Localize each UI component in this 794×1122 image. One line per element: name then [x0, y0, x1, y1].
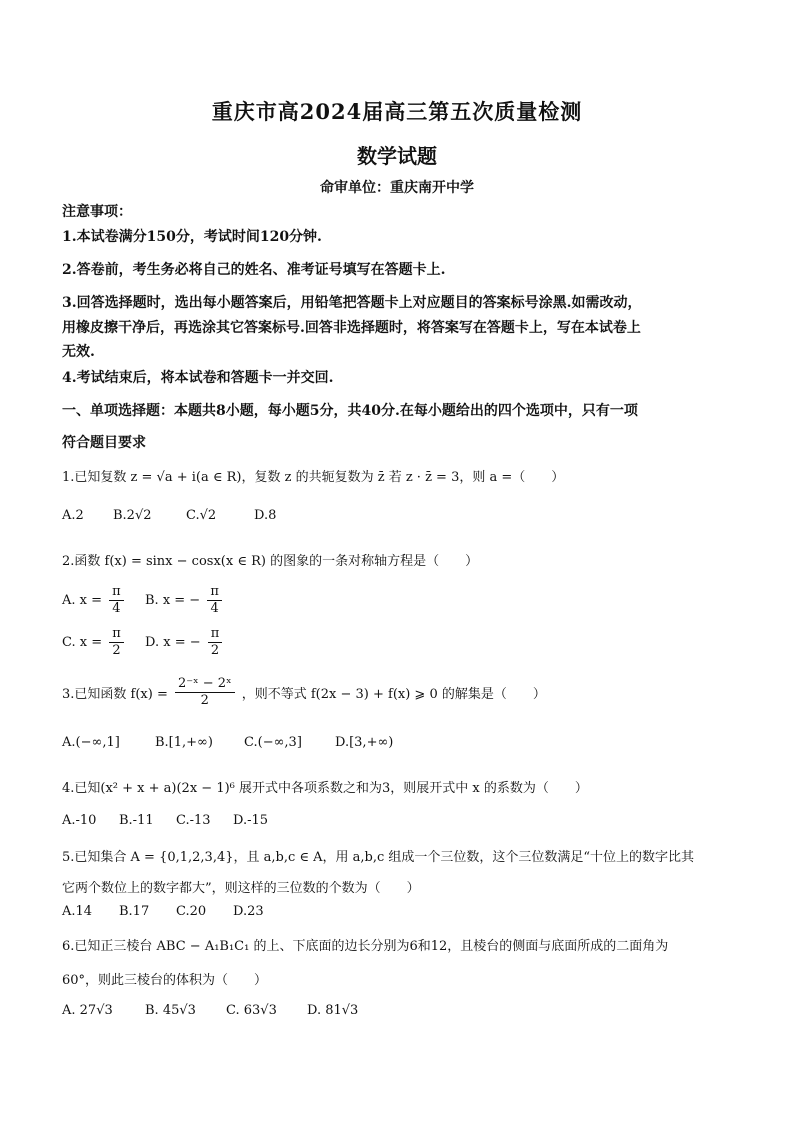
- q3-option-a: A.(−∞,1]: [62, 735, 120, 750]
- q2-option-b: [145, 584, 225, 617]
- q2-option-c: [62, 626, 127, 659]
- q3-option-d: D.[3,+∞): [335, 735, 394, 750]
- q1-option-c: C.√2: [186, 508, 217, 523]
- fraction-numerator: π: [207, 584, 222, 601]
- q6-option-b: B. 45√3: [145, 1003, 196, 1018]
- question-1-stem: 1.已知复数 z = √a + i(a ∈ R)，复数 z 的共轭复数为 z̄ 若 z · z̄ = 3，则 a =（ ）: [62, 470, 565, 485]
- q6-option-c: C. 63√3: [226, 1003, 277, 1018]
- q2-option-a: [62, 584, 127, 617]
- question-4-stem: 4.已知(x² + x + a)(2x − 1)⁶ 展开式中各项系数之和为3，则展开式中 x 的系数为（ ）: [62, 781, 588, 796]
- notice-item: 无效.: [62, 344, 95, 360]
- q1-option-b: B.2√2: [113, 508, 152, 523]
- q3-option-c: C.(−∞,3]: [244, 735, 302, 750]
- question-5-stem-cont: 它两个数位上的数字都大”，则这样的三位数的个数为（ ）: [62, 881, 420, 896]
- exam-subtitle: 数学试题: [357, 144, 437, 168]
- notice-item: 用橡皮擦干净后，再选涂其它答案标号.回答非选择题时，将答案写在答题卡上，写在本试卷上: [62, 320, 641, 336]
- q3-stem-pre: 3.已知函数 f(x) =: [62, 687, 168, 702]
- question-5-stem: 5.已知集合 A = {0,1,2,3,4}，且 a,b,c ∈ A，用 a,b,c 组成一个三位数，这个三位数满足“十位上的数字比其: [62, 850, 695, 865]
- notice-item: 2.答卷前，考生务必将自己的姓名、准考证号填写在答题卡上.: [62, 262, 446, 278]
- question-6-stem: 6.已知正三棱台 ABC − A₁B₁C₁ 的上、下底面的边长分别为6和12，且棱台的侧面与底面所成的二面角为: [62, 939, 669, 954]
- q3-stem-post: ，则不等式 f(2x − 3) + f(x) ⩾ 0 的解集是（ ）: [241, 687, 546, 702]
- fraction-denominator: 4: [112, 601, 121, 616]
- fraction-denominator: 2: [112, 643, 121, 658]
- question-3-stem: [62, 676, 546, 709]
- q4-option-a: A.-10: [62, 813, 97, 828]
- q4-option-c: C.-13: [176, 813, 211, 828]
- question-6-stem-cont: 60°，则此三棱台的体积为（ ）: [62, 973, 268, 988]
- notice-item: 4.考试结束后，将本试卷和答题卡一并交回.: [62, 370, 334, 386]
- notice-item: 1.本试卷满分150分，考试时间120分钟.: [62, 229, 322, 245]
- fraction-numerator: π: [109, 626, 124, 643]
- section-heading-cont: 符合题目要求: [62, 435, 146, 451]
- q4-option-d: D.-15: [233, 813, 269, 828]
- q2-option-d: [145, 626, 225, 659]
- q4-option-b: B.-11: [119, 813, 154, 828]
- q5-option-d: D.23: [233, 904, 264, 919]
- q5-option-a: A.14: [62, 904, 93, 919]
- q1-option-d: D.8: [254, 508, 277, 523]
- q2-option-b-label: B. x = −: [145, 593, 201, 608]
- q3-function-fraction: [175, 676, 235, 709]
- q6-option-d: D. 81√3: [307, 1003, 359, 1018]
- fraction-numerator: π: [109, 584, 124, 601]
- exam-title: 重庆市高2024届高三第五次质量检测: [211, 99, 583, 124]
- fraction-numerator: π: [208, 626, 223, 643]
- fraction-numerator: 2⁻ˣ − 2ˣ: [175, 676, 235, 693]
- q6-option-a: A. 27√3: [62, 1003, 113, 1018]
- q3-option-b: B.[1,+∞): [155, 735, 213, 750]
- q2-option-a-fraction: [109, 584, 124, 617]
- q2-option-d-label: D. x = −: [145, 635, 201, 650]
- q2-option-c-fraction: [109, 626, 124, 659]
- q2-option-a-label: A. x =: [62, 593, 103, 608]
- fraction-denominator: 2: [210, 643, 220, 658]
- q1-option-a: A.2: [62, 508, 84, 523]
- notice-item: 3.回答选择题时，选出每小题答案后，用铅笔把答题卡上对应题目的答案标号涂黑.如需改动，: [62, 295, 642, 311]
- q5-option-b: B.17: [119, 904, 150, 919]
- notice-heading: 注意事项：: [62, 204, 132, 220]
- question-2-stem: 2.函数 f(x) = sinx − cosx(x ∈ R) 的图象的一条对称轴方程是（ ）: [62, 554, 479, 569]
- q2-option-b-fraction: [207, 584, 222, 617]
- exam-unit: 命审单位：重庆南开中学: [320, 180, 474, 196]
- section-heading: 一、单项选择题：本题共8小题，每小题5分，共40分.在每小题给出的四个选项中，只有一项: [62, 403, 638, 419]
- fraction-denominator: 2: [200, 693, 209, 708]
- q2-option-c-label: C. x =: [62, 635, 103, 650]
- fraction-denominator: 4: [210, 601, 219, 616]
- q2-option-d-fraction: [208, 626, 223, 659]
- q5-option-c: C.20: [176, 904, 207, 919]
